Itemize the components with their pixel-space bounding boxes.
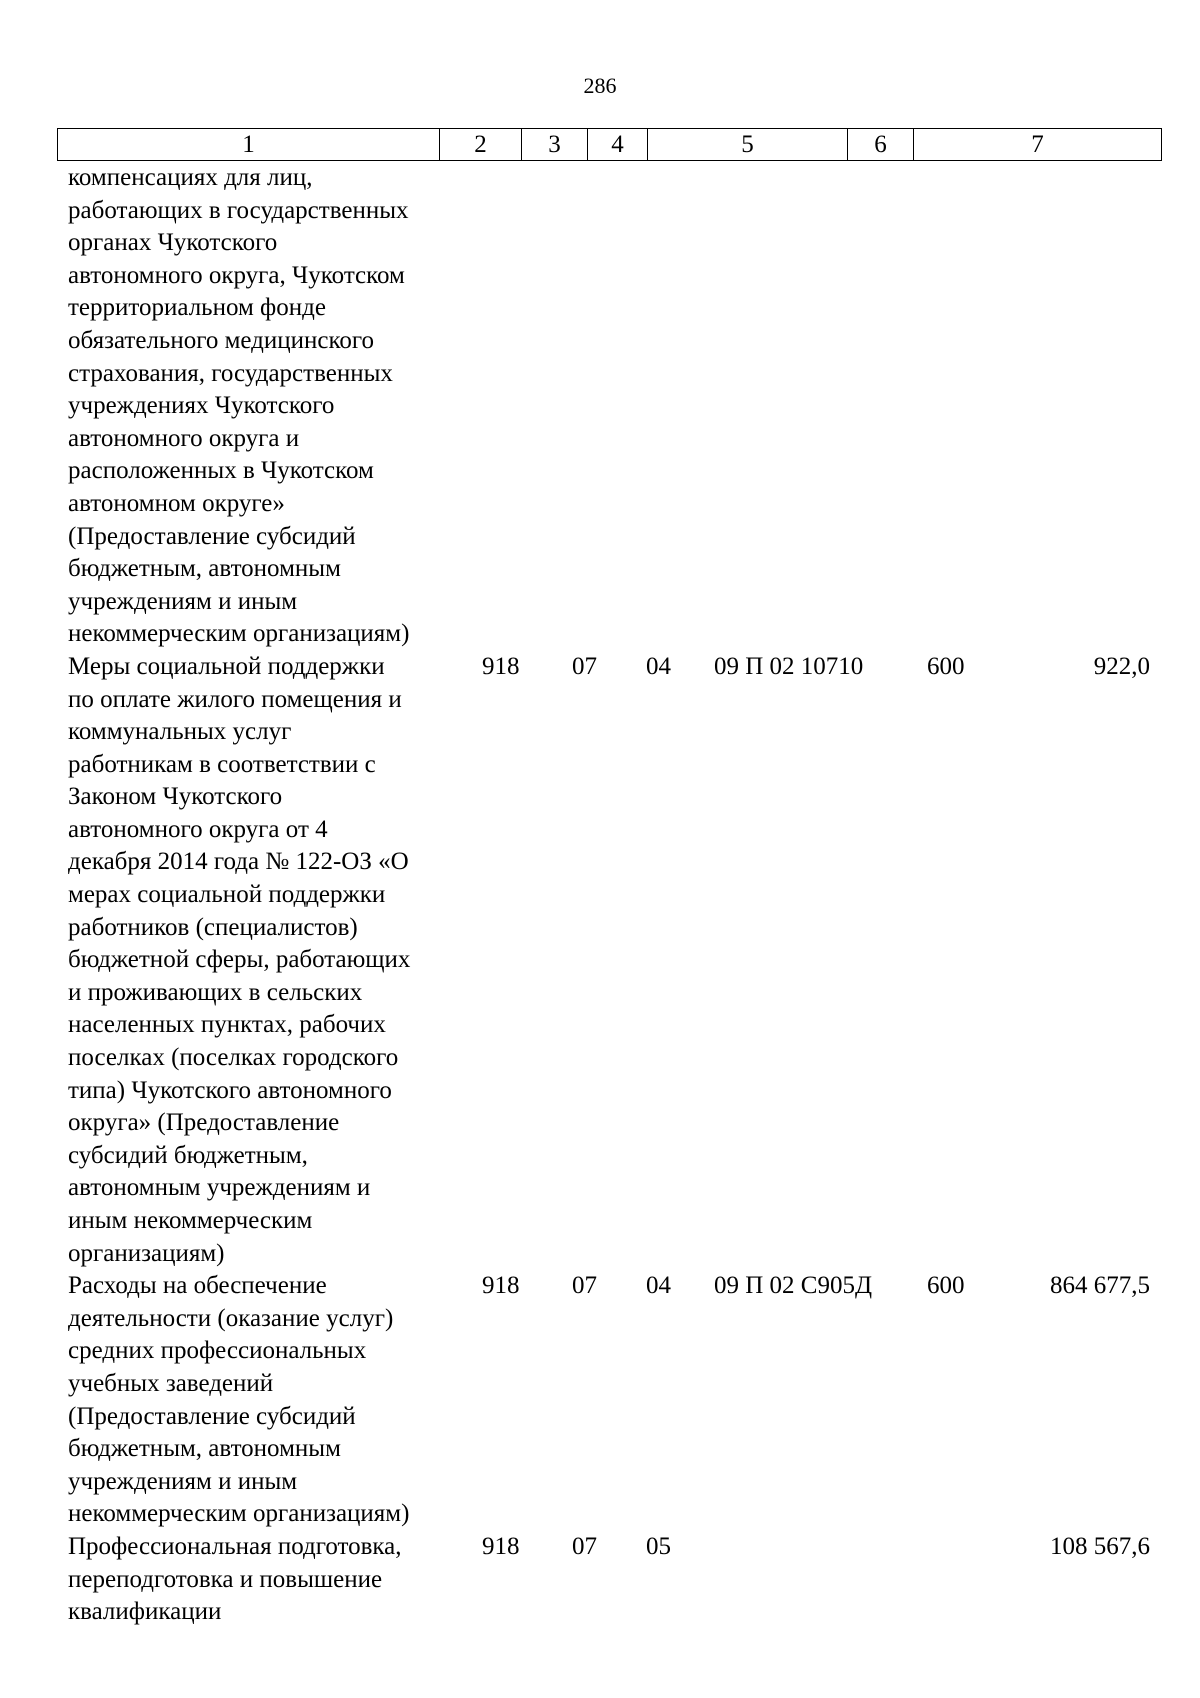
page-number: 286 bbox=[583, 73, 617, 98]
header-row bbox=[58, 129, 1162, 161]
table-row bbox=[57, 1531, 1161, 1629]
row-description: Меры социальной поддержки по оплате жилого помещения и коммунальных услуг работникам в соответствии с Законом Чукотского автономного округа от 4 декабря 2014 года № 122-ОЗ «О мерах социальной поддержки работников (специалистов) бюджетной сферы, работающих и проживающих в сельских населенных пунктах, рабочих поселках (поселках городского типа) Чукотского автономного округа» (Предоставление субсидий бюджетным, автономным учреждениям и иным некоммерческим организациям) bbox=[68, 652, 411, 1267]
row-col-2: 918 bbox=[482, 1272, 520, 1300]
row-description: Расходы на обеспечение деятельности (оказание услуг) средних профессиональных учебных заведений (Предоставление субсидий бюджетным, автономным учреждениям и иным некоммерческим организациям) bbox=[68, 1272, 410, 1528]
header-col-4: 4 bbox=[588, 129, 648, 161]
row-col-3: 07 bbox=[572, 1272, 597, 1300]
row-col-5: 09 П 02 С905Д bbox=[714, 1272, 873, 1300]
table-row bbox=[57, 1270, 1161, 1531]
row-col-2: 918 bbox=[482, 1532, 520, 1560]
row-col-2: 918 bbox=[482, 652, 520, 680]
row-col-7: 108 567,6 bbox=[1050, 1532, 1150, 1560]
row-description: компенсациях для лиц, работающих в государственных органах Чукотского автономного округа, Чукотском территориальном фонде обязательного медицинского страхования, государственных учреждениях Чукотского автономного округа и расположенных в Чукотском автономном округе» (Предоставление субсидий бюджетным, автономным учреждениям и иным некоммерческим организациям) bbox=[68, 164, 410, 648]
header-col-1: 1 bbox=[58, 129, 440, 161]
row-col-4: 05 bbox=[646, 1532, 671, 1560]
header-col-7: 7 bbox=[914, 129, 1162, 161]
row-col-3: 07 bbox=[572, 652, 597, 680]
row-col-4: 04 bbox=[646, 1272, 671, 1300]
row-col-5: 09 П 02 10710 bbox=[714, 652, 864, 680]
table-body bbox=[57, 162, 1161, 1629]
header-col-6: 6 bbox=[848, 129, 914, 161]
row-description: Профессиональная подготовка, переподготовка и повышение квалификации bbox=[68, 1532, 402, 1626]
table-header bbox=[57, 128, 1162, 161]
row-col-7: 864 677,5 bbox=[1050, 1272, 1150, 1300]
table-row bbox=[57, 651, 1161, 1270]
row-col-7: 922,0 bbox=[1093, 652, 1150, 680]
row-col-6: 600 bbox=[927, 1272, 965, 1300]
row-col-6: 600 bbox=[927, 652, 965, 680]
row-col-4: 04 bbox=[646, 652, 671, 680]
header-col-5: 5 bbox=[648, 129, 848, 161]
header-col-3: 3 bbox=[522, 129, 588, 161]
table-row bbox=[57, 162, 1161, 651]
header-col-2: 2 bbox=[440, 129, 522, 161]
row-col-3: 07 bbox=[572, 1532, 597, 1560]
